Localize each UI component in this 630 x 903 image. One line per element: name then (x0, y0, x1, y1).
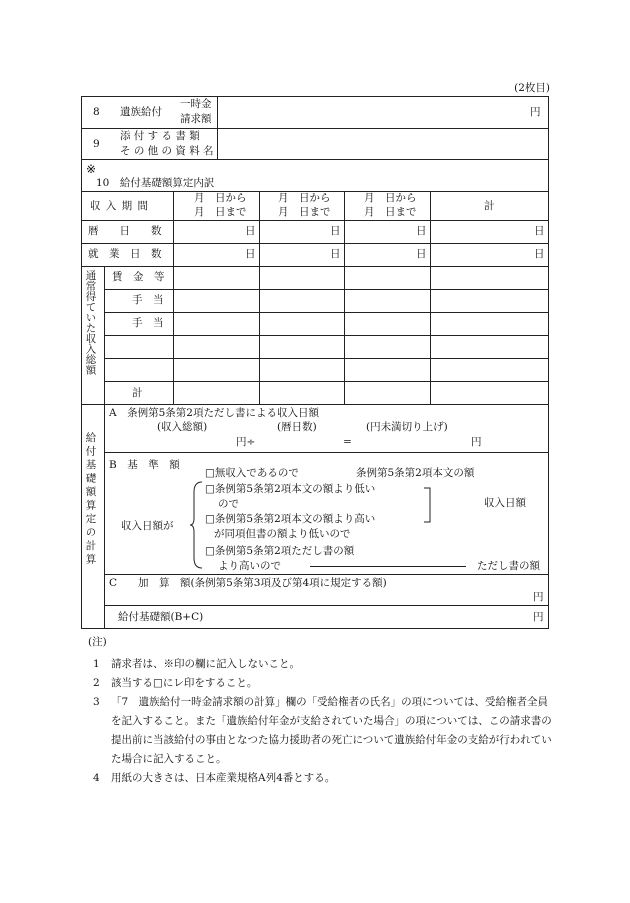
right-bracket-icon (424, 487, 434, 523)
period-from-1: 月 日から (194, 192, 247, 204)
work-days-unit-2: 日 (330, 248, 341, 260)
income-item-allowance-1: 手 当 (132, 294, 164, 306)
work-days-label: 就 業 日 数 (88, 248, 162, 260)
calc-a-yen-div: 円÷ (236, 436, 256, 448)
notes-heading: (注) (88, 636, 107, 648)
calc-b-opt4a: □条例第5条第2項ただし書の額 (205, 545, 355, 557)
notes-list (93, 655, 553, 788)
income-total-vertical-label: 通常得ていた収入総額 (84, 270, 97, 375)
calendar-days-unit-1: 日 (245, 225, 256, 237)
calc-a-col1: (収入総額) (157, 421, 208, 433)
note-item: 4 用紙の大きさは、日本産業規格A列4番とする。 (93, 772, 336, 784)
period-total: 計 (484, 200, 495, 212)
calc-a-col2: (暦日数) (277, 421, 317, 433)
work-days-unit-1: 日 (245, 248, 256, 260)
period-label: 収 入 期 間 (90, 200, 150, 212)
calc-b-left-label: 収入日額が (121, 520, 174, 532)
note-item: 3 「7 遺族給付一時金請求額の計算」欄の「受給権者の氏名」の項については、受給権者全員を記入すること。また「遺族給付年金が支給されていた場合」の項については、この請求書の提出前に当該給付の事由となつた協力援助者の死亡について遺族給付年金の支給が行われていた場合に記入すること。 (93, 696, 552, 765)
calc-total-label: 給付基礎額(B+C) (118, 611, 204, 623)
row8-sub1: 一時金 (180, 98, 212, 110)
row9-line1: 添 付 す る 書 類 (120, 130, 200, 142)
work-days-unit-4: 日 (534, 248, 545, 260)
calc-a-title: A 条例第5条第2項ただし書による収入日額 (109, 407, 319, 419)
calendar-days-unit-4: 日 (534, 225, 545, 237)
connector-line (310, 566, 466, 567)
section10-mark: ※ (86, 162, 97, 176)
calc-b-right-mid: 収入日額 (484, 497, 526, 509)
income-item-allowance-2: 手 当 (132, 317, 164, 329)
calc-vertical-label: 給付基礎額算定の計算 (84, 432, 97, 567)
calc-b-opt3a: □条例第5条第2項本文の額より高い (205, 513, 376, 525)
calc-b-opt4-right: ただし書の額 (477, 560, 540, 572)
period-from-3: 月 日から (364, 192, 417, 204)
row8-sub2: 請求額 (180, 113, 212, 125)
calendar-days-unit-2: 日 (330, 225, 341, 237)
note-item: 2 該当する□にレ印をすること。 (93, 677, 258, 689)
period-from-2: 月 日から (278, 192, 331, 204)
calc-c-title: C 加 算 額(条例第5条第3項及び第4項に規定する額) (109, 577, 387, 589)
calc-a-yen: 円 (471, 436, 482, 448)
row8-label: 遺族給付 (120, 106, 162, 118)
calc-c-unit: 円 (533, 591, 544, 603)
row9-number: 9 (93, 138, 100, 150)
income-item-wages: 賃 金 等 (112, 271, 165, 283)
calc-a-col3: (円未満切り上げ) (366, 421, 448, 433)
period-to-1: 月 日まで (194, 206, 247, 218)
calc-b-opt2a: □条例第5条第2項本文の額より低い (205, 483, 376, 495)
note-item: 1 請求者は、※印の欄に記入しないこと。 (93, 658, 300, 670)
calendar-days-label: 暦 日 数 (88, 225, 162, 237)
row8-number: 8 (93, 106, 100, 118)
calc-b-opt4b: より高いので (218, 560, 281, 572)
row9-line2: そ の 他 の 資 料 名 (120, 145, 214, 157)
calc-b-opt3b: が同項但書の額より低いので (214, 528, 351, 540)
calc-b-opt1: □無収入であるので (205, 467, 299, 479)
calc-a-eq: = (343, 436, 352, 448)
calc-b-title: B 基 準 額 (109, 459, 180, 471)
period-to-3: 月 日まで (364, 206, 417, 218)
income-item-total: 計 (132, 387, 143, 399)
calendar-days-unit-3: 日 (416, 225, 427, 237)
period-to-2: 月 日まで (278, 206, 331, 218)
row8-unit: 円 (530, 106, 541, 118)
section10-title: 10 給付基礎額算定内訳 (96, 177, 215, 189)
left-brace-icon (190, 480, 204, 570)
calc-b-opt2b: ので (218, 498, 239, 510)
calc-b-opt1-right: 条例第5条第2項本文の額 (356, 467, 475, 479)
work-days-unit-3: 日 (416, 248, 427, 260)
calc-total-unit: 円 (533, 611, 544, 623)
page-label: (2枚目) (514, 82, 550, 94)
